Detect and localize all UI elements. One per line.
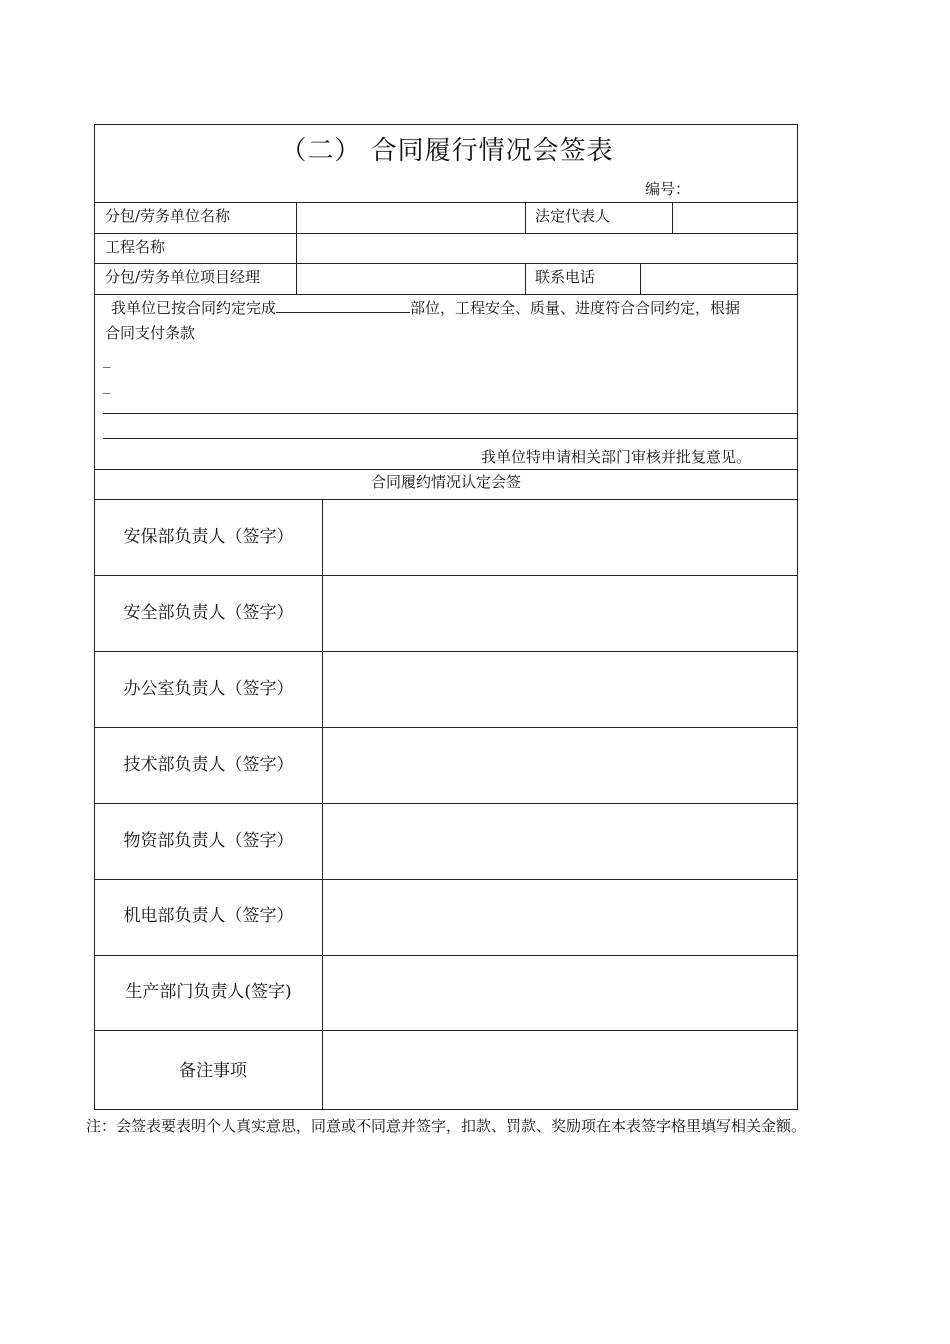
divider: [95, 651, 797, 652]
fill-in-line: [103, 438, 797, 439]
production-dept-signature-label: 生产部门负责人(签字): [125, 982, 292, 1002]
remarks-label: 备注事项: [179, 1061, 247, 1081]
divider: [95, 727, 797, 728]
legal-representative-label: 法定代表人: [535, 207, 611, 225]
application-text-after: 部位，工程安全、质量、进度符合合同约定，根据: [410, 299, 741, 317]
divider: [95, 202, 797, 203]
completed-portion-blank: [276, 298, 410, 313]
divider: [95, 233, 797, 234]
application-line-2: 合同支付条款: [105, 324, 196, 342]
column-divider: [525, 263, 526, 294]
form-title: （二） 合同履行情况会签表: [280, 136, 614, 166]
column-divider: [296, 202, 297, 294]
application-dash-1: _: [103, 350, 111, 368]
technical-dept-signature-label: 技术部负责人（签字）: [123, 755, 294, 775]
fill-in-line: [103, 413, 797, 414]
divider: [95, 499, 797, 500]
divider: [95, 575, 797, 576]
application-dash-2: _: [103, 376, 111, 394]
divider: [95, 294, 797, 295]
footnote: 注：会签表要表明个人真实意思，同意或不同意并签字，扣款、罚款、奖励项在本表签字格里填写相关金额。: [86, 1117, 807, 1135]
subcontractor-name-label: 分包/劳务单位名称: [105, 207, 231, 225]
electromechanical-dept-signature-label: 机电部负责人（签字）: [123, 906, 294, 926]
serial-number-label: 编号：: [645, 180, 691, 198]
column-divider: [525, 202, 526, 233]
divider: [95, 469, 797, 470]
project-manager-label: 分包/劳务单位项目经理: [105, 268, 261, 286]
signoff-column-divider: [322, 499, 323, 1109]
divider: [95, 263, 797, 264]
materials-dept-signature-label: 物资部负责人（签字）: [123, 831, 294, 851]
contact-phone-label: 联系电话: [535, 268, 596, 286]
project-name-label: 工程名称: [105, 238, 166, 256]
divider: [95, 955, 797, 956]
divider: [95, 879, 797, 880]
safety-dept-signature-label: 安全部负责人（签字）: [123, 603, 294, 623]
application-text-before: 我单位已按合同约定完成: [111, 299, 277, 317]
divider: [95, 803, 797, 804]
application-closing: 我单位特申请相关部门审核并批复意见。: [481, 448, 752, 466]
office-signature-label: 办公室负责人（签字）: [123, 679, 294, 699]
column-divider: [640, 263, 641, 294]
signoff-section-header: 合同履约情况认定会签: [370, 473, 521, 491]
application-line-1: [111, 298, 740, 318]
contract-signoff-form: [94, 124, 798, 1110]
column-divider: [672, 202, 673, 233]
divider: [95, 1030, 797, 1031]
security-dept-signature-label: 安保部负责人（签字）: [123, 527, 294, 547]
